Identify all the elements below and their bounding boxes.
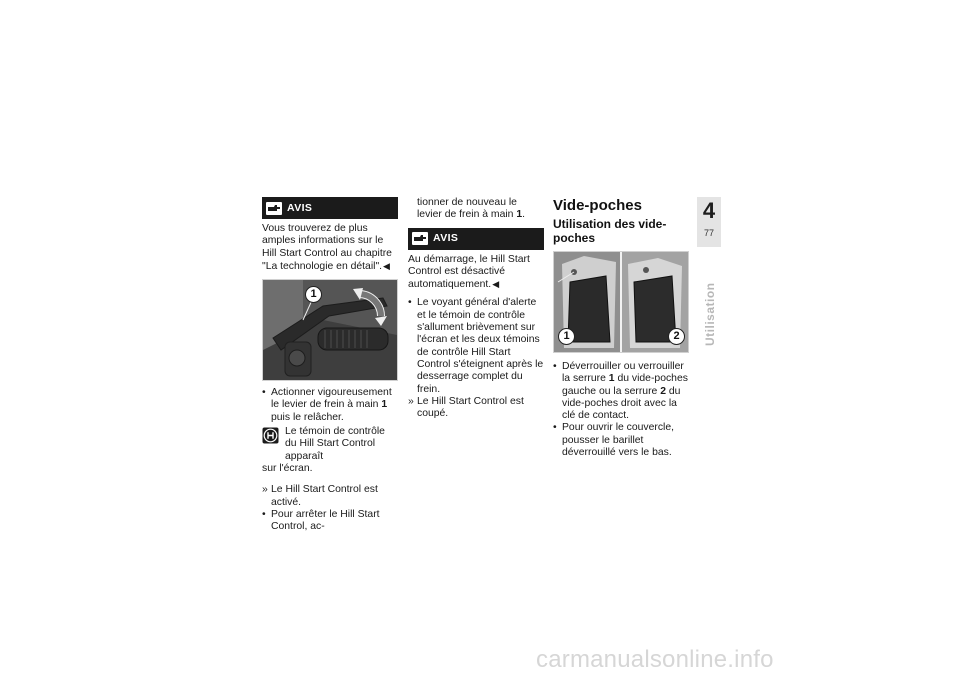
- page-number: 77: [703, 228, 714, 238]
- avis-label: AVIS: [433, 232, 459, 245]
- result-mark: »: [262, 484, 268, 496]
- reference-number: 1: [516, 209, 523, 221]
- chapter-number: 4: [702, 198, 716, 223]
- callout-2: 2: [668, 328, 685, 345]
- list-item: • Pour arrêter le Hill Start Control, ac-: [262, 508, 380, 533]
- hill-start-indicator-icon: [262, 427, 279, 444]
- bullet-mark: •: [553, 361, 557, 372]
- avis-label: AVIS: [287, 201, 313, 214]
- column-left: [262, 197, 398, 533]
- sub-title: Utilisation des vide-poches: [553, 217, 667, 245]
- bullet-mark: •: [553, 422, 557, 434]
- bullet-mark: •: [262, 387, 266, 399]
- callout-1: 1: [558, 328, 575, 345]
- avis-note: Vous trouverez de plus amples informations sur le Hill Start Control au chapitre "La technologie en détail".◀: [262, 223, 392, 272]
- list-item: • Déverrouiller ou verrouiller la serrure 1 du vide-poches gauche ou la serrure 2 du vide-poches droit avec la clé de contact.: [553, 361, 688, 422]
- pointing-hand-icon: [266, 202, 282, 215]
- handbrake-lever-illustration: [262, 279, 398, 381]
- list-item: • Pour ouvrir le couvercle, pousser le barillet déverrouillé vers le bas.: [553, 422, 675, 459]
- list-item: » Le Hill Start Control est coupé.: [408, 395, 524, 420]
- list-item: • Le voyant général d'alerte et le témoin de contrôle s'allument brièvement sur l'écran et les deux témoins de contrôle Hill Start Control s'éteignent après le desserrage complet du frein.: [408, 297, 544, 395]
- column-right: [553, 197, 691, 459]
- avis-note: Au démarrage, le Hill Start Control est désactivé automatiquement.◀: [408, 253, 530, 291]
- continued-text: tionner de nouveau le levier de frein à main 1.: [417, 197, 526, 221]
- storage-compartment-illustration: [553, 251, 689, 353]
- result-list: [262, 484, 398, 533]
- end-mark-icon: ◀: [383, 260, 390, 271]
- bullet-mark: •: [262, 508, 266, 520]
- list-item: » Le Hill Start Control est activé.: [262, 484, 378, 508]
- pointing-hand-icon: [412, 232, 428, 245]
- bullet-mark: •: [408, 297, 412, 309]
- callout-1: 1: [305, 286, 322, 303]
- indicator-note: [262, 426, 398, 463]
- step-list: [408, 297, 544, 420]
- chapter-label: Utilisation: [703, 282, 717, 346]
- section-title: Vide-poches: [553, 197, 642, 214]
- step-list: [553, 361, 691, 459]
- list-item: • Actionner vigoureusement le levier de frein à main 1 puis le relâcher.: [262, 387, 392, 423]
- avis-header: [262, 197, 398, 219]
- step-list: [262, 387, 398, 424]
- watermark: carmanualsonline.info: [536, 646, 774, 673]
- reference-number: 2: [660, 385, 666, 397]
- reference-number: 1: [381, 399, 388, 411]
- avis-header: [408, 228, 544, 250]
- end-mark-icon: ◀: [492, 279, 500, 290]
- indicator-text-continued: sur l'écran.: [262, 462, 313, 474]
- result-mark: »: [408, 395, 414, 407]
- column-middle: [408, 197, 544, 420]
- indicator-text: Le témoin de contrôle du Hill Start Control apparaît: [285, 426, 385, 462]
- reference-number: 1: [608, 373, 615, 385]
